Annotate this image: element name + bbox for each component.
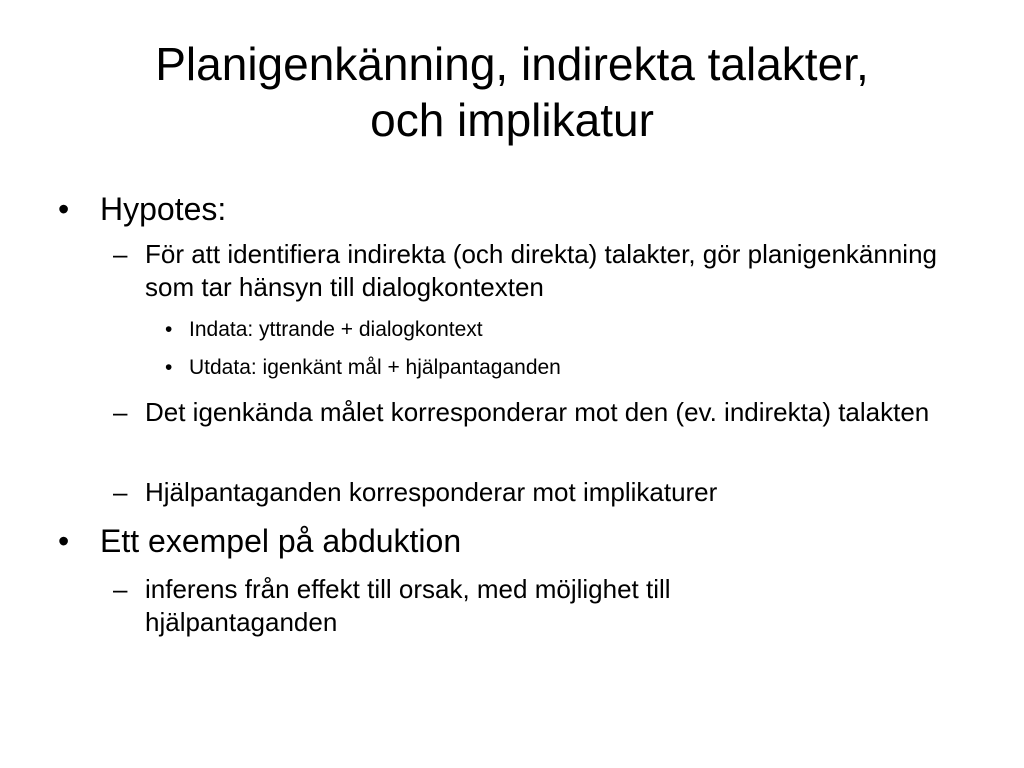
list-item	[113, 396, 935, 429]
list-item	[113, 476, 960, 509]
list-item	[58, 190, 980, 228]
item-text: Hjälpantaganden korresponderar mot implikaturer	[145, 477, 718, 507]
slide-title	[40, 36, 984, 148]
bullet-marker: •	[165, 318, 173, 341]
list-item	[113, 238, 960, 304]
dash-marker: –	[113, 574, 128, 604]
item-text: inferens från effekt till orsak, med möjlighet till hjälpantaganden	[145, 574, 671, 637]
item-text: Utdata: igenkänt mål + hjälpantaganden	[189, 356, 561, 379]
bullet-marker: •	[58, 191, 70, 227]
item-text: Ett exempel på abduktion	[100, 523, 462, 559]
dash-marker: –	[113, 397, 128, 427]
list-item	[58, 522, 980, 560]
dash-marker: –	[113, 239, 128, 269]
title-line-1: Planigenkänning, indirekta talakter,	[155, 38, 869, 90]
item-text: Indata: yttrande + dialogkontext	[189, 318, 483, 341]
dash-marker: –	[113, 477, 128, 507]
item-text: Det igenkända målet korresponderar mot den (ev. indirekta) talakten	[145, 397, 930, 427]
item-text: För att identifiera indirekta (och direkta) talakter, gör planigenkänning som tar hänsyn till dialogkontexten	[145, 239, 937, 302]
list-item	[113, 573, 865, 639]
list-item	[165, 317, 969, 343]
bullet-marker: •	[58, 523, 70, 559]
bullet-marker: •	[165, 356, 173, 379]
item-text: Hypotes:	[100, 191, 227, 227]
title-line-2: och implikatur	[370, 94, 654, 146]
list-item	[165, 355, 969, 381]
